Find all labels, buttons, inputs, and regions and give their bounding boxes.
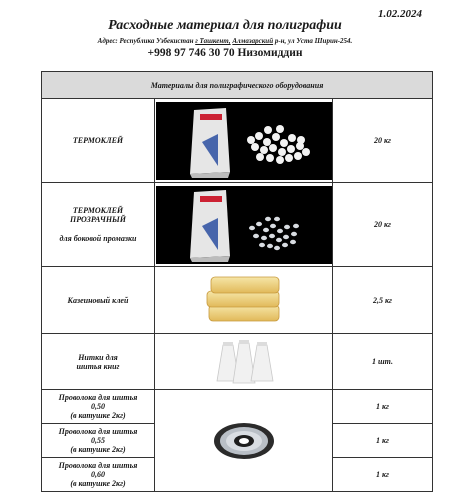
item-name-line1: Проволока для шитья [58,427,138,436]
item-name-cell [42,390,155,424]
section-title: Материалы для полиграфического оборудования [42,72,433,99]
table-row [42,183,433,267]
casein-glue-packs-icon [199,269,289,329]
hotmelt-white-photo [156,102,332,180]
address-label: Адрес: [97,37,118,45]
table-row [42,99,433,183]
item-name-line1: Нитки для [78,352,118,362]
wire-spool-icon [209,415,279,465]
address-country: Республика Узбекистан [119,37,194,45]
item-name-line2: 0,60 [91,470,105,479]
table-row [42,267,433,334]
item-qty: 1 кг [333,458,433,492]
thread-spools-icon [209,337,279,385]
item-name-line2: ПРОЗРАЧНЫЙ [69,215,127,224]
image-cell [155,99,333,183]
item-name-line2: 0,55 [91,436,105,445]
image-cell [155,390,333,492]
address-street: р-н, ул Уста Ширин-254. [274,37,353,45]
item-note: для боковой промазки [59,234,137,243]
glue-bag-granules-icon [156,186,332,264]
date: 1.02.2024 [378,8,422,20]
page-title: Расходные материал для полиграфии [108,18,342,33]
item-qty: 2,5 кг [333,267,433,334]
item-qty: 1 шт. [333,334,433,390]
item-name-line1: Проволока для шитья [58,393,138,402]
address-line [0,37,450,45]
item-qty: 20 кг [333,183,433,267]
item-name: Казеиновый клей [42,267,155,334]
item-name-line3: (в катушке 2кг) [70,411,126,420]
image-cell [155,334,333,390]
item-name-cell [42,458,155,492]
address-city: г Ташкент, [195,37,231,45]
item-name-cell [42,183,155,267]
item-name-cell [42,334,155,390]
section-header-row [42,72,433,99]
table-row [42,390,433,424]
materials-table [41,71,433,492]
item-name-line2: 0,50 [91,402,105,411]
item-name: ТЕРМОКЛЕЙ [42,99,155,183]
item-qty: 1 кг [333,424,433,458]
item-name-line1: ТЕРМОКЛЕЙ [72,206,124,215]
item-qty: 1 кг [333,390,433,424]
item-name-line3: (в катушке 2кг) [70,479,126,488]
table-row [42,334,433,390]
image-cell [155,267,333,334]
item-name-line2: шитья книг [76,361,120,371]
image-cell [155,183,333,267]
glue-bag-pellets-icon [156,102,332,180]
phone-line: +998 97 746 30 70 Низомиддин [147,47,303,59]
item-name-line3: (в катушке 2кг) [70,445,126,454]
item-qty: 20 кг [333,99,433,183]
item-name-cell [42,424,155,458]
item-name-line1: Проволока для шитья [58,461,138,470]
address-district: Алмазарский [232,37,274,45]
hotmelt-clear-photo [156,186,332,264]
